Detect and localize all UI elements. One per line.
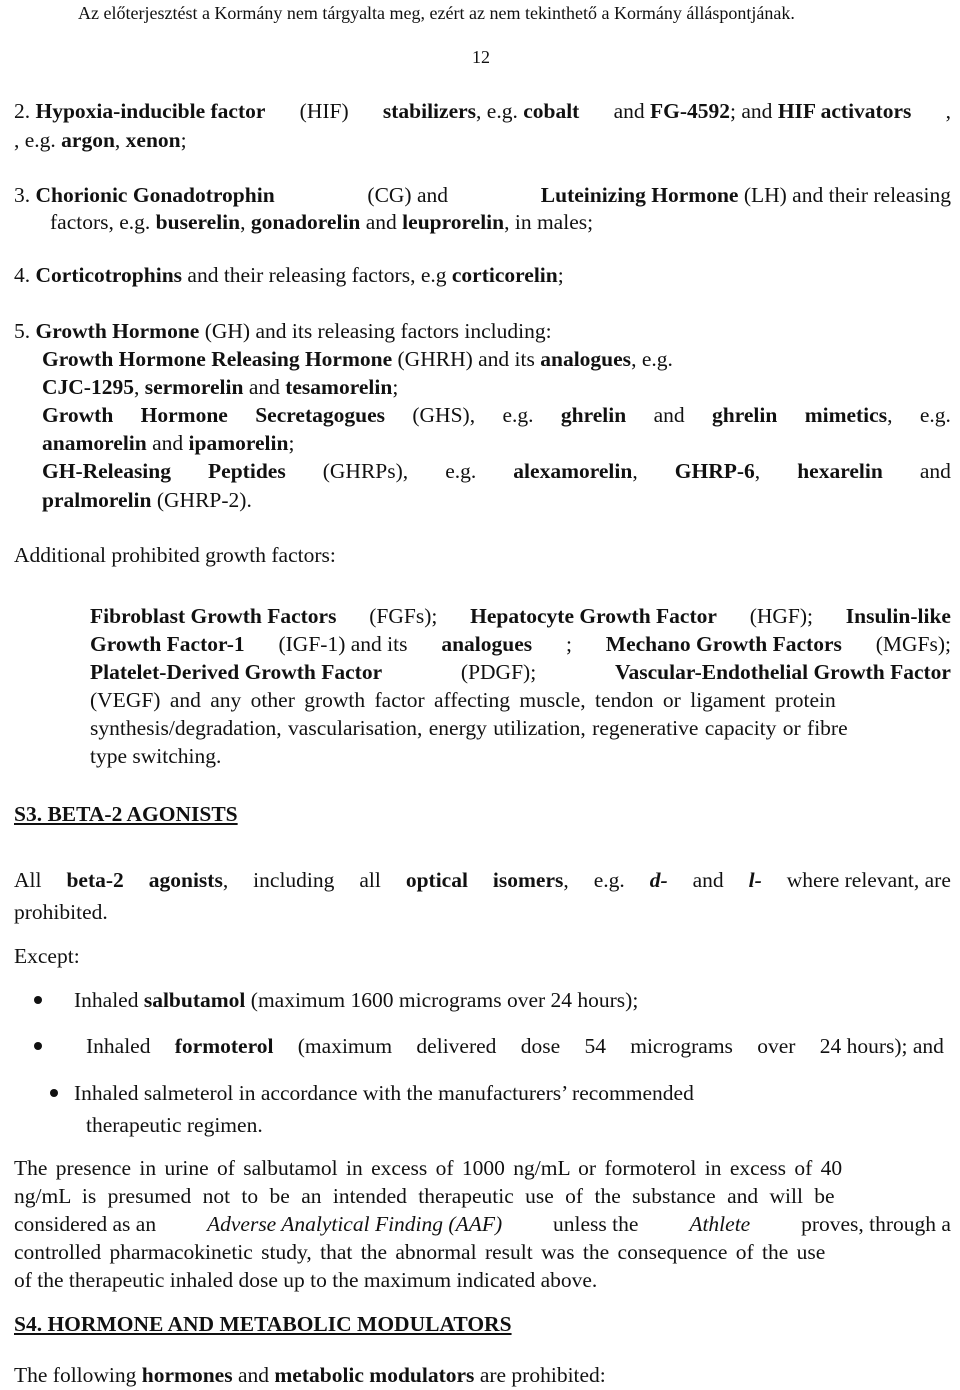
bullet-salmeterol-line-2: therapeutic regimen. — [86, 1113, 263, 1137]
s4-intro: The following hormones and metabolic modulators are prohibited: — [14, 1363, 606, 1387]
item-3-line-2: factors, e.g. buserelin, gonadorelin and leuprorelin, in males; — [50, 210, 594, 234]
item-2-line-1: 2. Hypoxia-inducible factor (HIF) stabilizers, e.g. cobalt and FG-4592; and HIF activators , — [14, 99, 951, 123]
s3-paragraph-line-2: ng/mL is presumed not to be an intended therapeutic use of the substance and will be — [14, 1184, 835, 1208]
additional-growth-factors-intro: Additional prohibited growth factors: — [14, 543, 336, 567]
bullet-icon — [50, 1089, 58, 1097]
item-5-line-2: Growth Hormone Releasing Hormone (GHRH) and its analogues, e.g. — [42, 347, 673, 371]
page-number: 12 — [472, 47, 490, 67]
item-5-line-1: 5. Growth Hormone (GH) and its releasing factors including: — [14, 319, 552, 343]
item-5-line-5: anamorelin and ipamorelin; — [42, 431, 295, 455]
item-2-line-2: , e.g. argon, xenon; — [14, 128, 187, 152]
item-5-line-4: Growth Hormone Secretagogues (GHS), e.g. ghrelin and ghrelin mimetics, e.g. — [42, 403, 951, 427]
item-4: 4. Corticotrophins and their releasing factors, e.g corticorelin; — [14, 263, 564, 287]
growth-factors-line-3: Platelet-Derived Growth Factor (PDGF); Vascular-Endothelial Growth Factor — [90, 660, 951, 684]
s3-paragraph-line-3: considered as an Adverse Analytical Finding (AAF) unless the Athlete proves, through a — [14, 1212, 951, 1236]
bullet-icon — [34, 1042, 42, 1050]
growth-factors-line-5: synthesis/degradation, vascularisation, energy utilization, regenerative capacity or fibre — [90, 716, 848, 740]
item-3-line-1: 3. Chorionic Gonadotrophin (CG) and Luteinizing Hormone (LH) and their releasing — [14, 183, 951, 207]
section-s4-heading: S4. HORMONE AND METABOLIC MODULATORS — [14, 1312, 512, 1336]
s3-paragraph-line-1: The presence in urine of salbutamol in excess of 1000 ng/mL or formoterol in excess of 40 — [14, 1156, 843, 1180]
bullet-formoterol: Inhaled formoterol (maximum delivered dose 54 micrograms over 24 hours); and — [86, 1034, 944, 1058]
growth-factors-line-1: Fibroblast Growth Factors (FGFs); Hepatocyte Growth Factor (HGF); Insulin-like — [90, 604, 951, 628]
bullet-salbutamol: Inhaled salbutamol (maximum 1600 micrograms over 24 hours); — [74, 988, 639, 1012]
s3-except-label: Except: — [14, 944, 80, 968]
item-5-line-7: pralmorelin (GHRP-2). — [42, 488, 252, 512]
growth-factors-line-6: type switching. — [90, 744, 222, 768]
item-5-line-6: GH-Releasing Peptides (GHRPs), e.g. alexamorelin, GHRP-6, hexarelin and — [42, 459, 951, 483]
s3-paragraph-line-4: controlled pharmacokinetic study, that the abnormal result was the consequence of the use — [14, 1240, 826, 1264]
growth-factors-line-4: (VEGF) and any other growth factor affecting muscle, tendon or ligament protein — [90, 688, 836, 712]
government-notice: Az előterjesztést a Kormány nem tárgyalta meg, ezért az nem tekinthető a Kormány álláspontjának. — [78, 3, 795, 23]
s3-intro-line-1: All beta-2 agonists, including all optical isomers, e.g. d- and l- where relevant, are — [14, 868, 951, 892]
item-5-line-3: CJC-1295, sermorelin and tesamorelin; — [42, 375, 399, 399]
section-s3-heading: S3. BETA-2 AGONISTS — [14, 802, 238, 826]
s3-intro-line-2: prohibited. — [14, 900, 108, 924]
growth-factors-line-2: Growth Factor-1 (IGF-1) and its analogues ; Mechano Growth Factors (MGFs); — [90, 632, 951, 656]
bullet-salmeterol-line-1: Inhaled salmeterol in accordance with the manufacturers’ recommended — [74, 1081, 694, 1105]
s3-paragraph-line-5: of the therapeutic inhaled dose up to the maximum indicated above. — [14, 1268, 598, 1292]
bullet-icon — [34, 996, 42, 1004]
